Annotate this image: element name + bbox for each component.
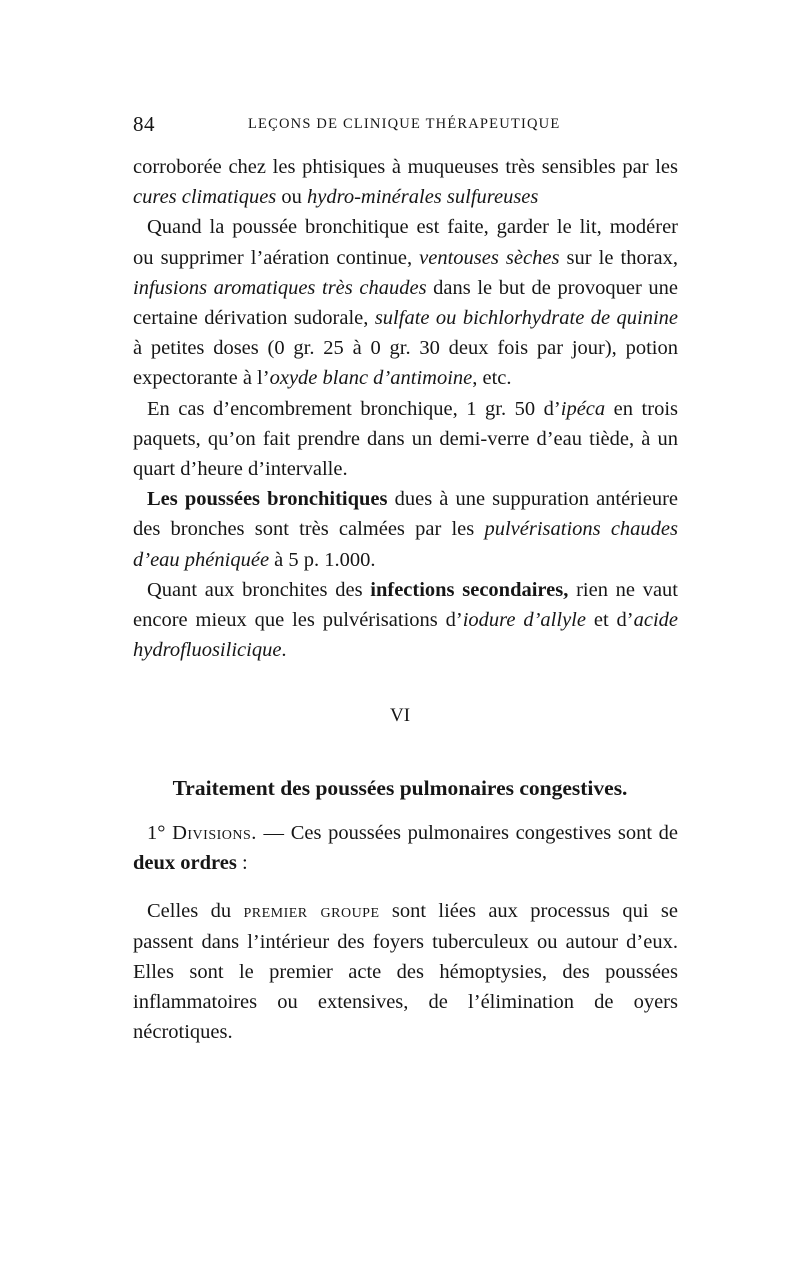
page-number: 84 (133, 112, 155, 136)
paragraph-2: Quand la poussée bronchitique est faite, garder le lit, modérer ou supprimer l’aération continue, ventouses sèches sur le thorax, infusions aromatiques très chaudes dans le but de provoquer une certaine dérivation sudorale, sulfate ou bichlorhydrate de quinine à petites doses (0 gr. 25 à 0 gr. 30 deux fois par jour), potion expectorante à l’oxyde blanc d’antimoine, etc. (133, 216, 678, 390)
running-head: LEÇONS DE CLINIQUE THÉRAPEUTIQUE (248, 116, 561, 132)
section-number: VI (389, 705, 411, 726)
paragraph-4: Les poussées bronchitiques dues à une suppuration antérieure des bronches sont très calmées par les pulvérisations chaudes d’eau phéniquée à 5 p. 1.000. (133, 488, 679, 571)
body-text (133, 152, 678, 665)
section-title: Traitement des poussées pulmonaires congestives. (172, 776, 628, 800)
page-header (133, 112, 681, 138)
paragraph-7: Celles du premier groupe sont liées aux processus qui se passent dans l’intérieur des foyers tuberculeux ou autour d’eux. Elles sont le premier acte des hémoptysies, des poussées inflammatoires ou extensives, de l’élimination de oyers nécrotiques. (133, 900, 678, 1044)
paragraph-1: corroborée chez les phtisiques à muqueuses très sensibles par les cures climatiques ou hydro-minérales sulfureuses (133, 156, 678, 209)
paragraph-3: En cas d’encombrement bronchique, 1 gr. 50 d’ipéca en trois paquets, qu’on fait prendre dans un demi-verre d’eau tiède, à un quart d’heure d’intervalle. (133, 397, 678, 481)
section-body-text (133, 818, 678, 1047)
paragraph-5: Quant aux bronchites des infections secondaires, rien ne vaut encore mieux que les pulvérisations d’iodure d’allyle et d’acide hydrofluosilicique. (133, 578, 679, 662)
paragraph-6: 1° Divisions. — Ces poussées pulmonaires congestives sont de deux ordres : (133, 822, 679, 875)
